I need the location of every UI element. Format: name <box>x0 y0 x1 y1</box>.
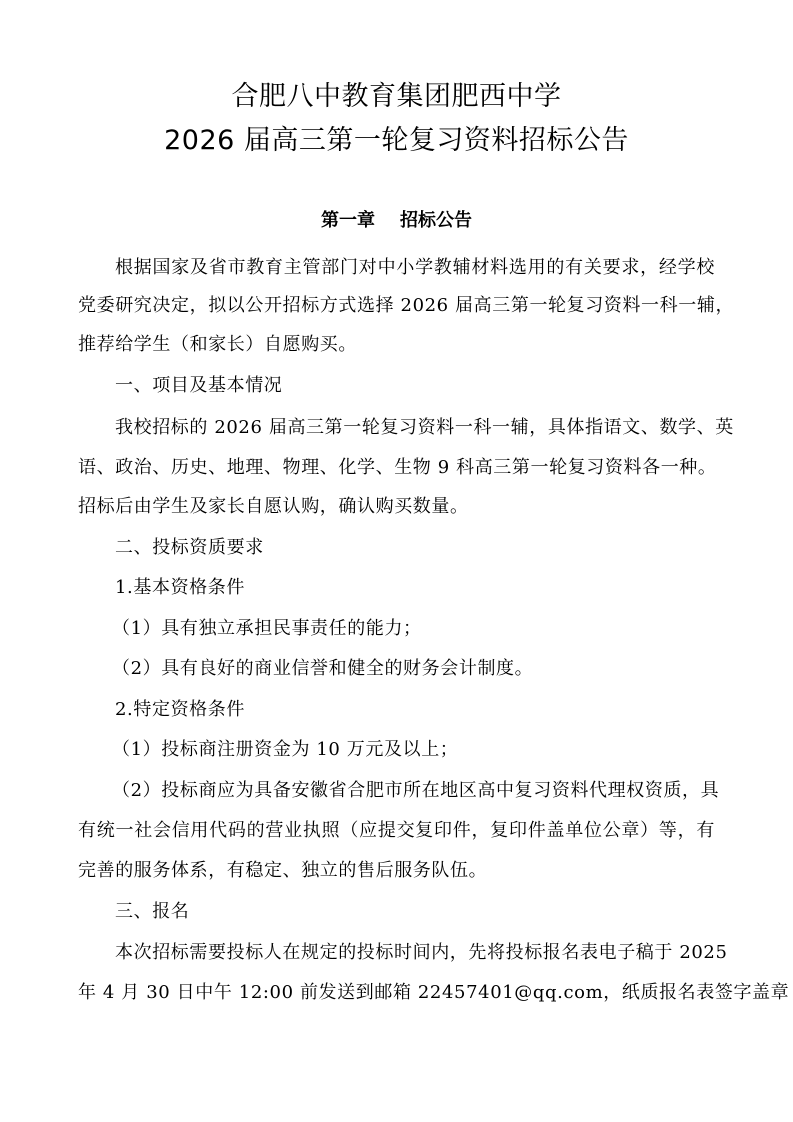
special-qualification-heading: 2.特定资格条件 <box>115 699 245 720</box>
document-title-line-1: 合肥八中教育集团肥西中学 <box>231 81 562 112</box>
section-1-heading: 一、项目及基本情况 <box>115 375 283 396</box>
special-item-2-line-2: 有统一社会信用代码的营业执照（应提交复印件，复印件盖单位公章）等，有 <box>78 820 715 841</box>
section-1-line-1: 我校招标的 2026 届高三第一轮复习资料一科一辅，具体指语文、数学、英 <box>115 417 734 438</box>
section-3-line-2: 年 4 月 30 日中午 12:00 前发送到邮箱 22457401@qq.com，纸质报名表签字盖章 <box>78 982 790 1003</box>
special-item-1: （1）投标商注册资金为 10 万元及以上； <box>112 739 459 760</box>
basic-item-2: （2）具有良好的商业信誉和健全的财务会计制度。 <box>112 658 534 679</box>
intro-line-3: 推荐给学生（和家长）自愿购买。 <box>78 334 357 355</box>
section-3-heading: 三、报名 <box>115 901 190 922</box>
intro-line-1: 根据国家及省市教育主管部门对中小学教辅材料选用的有关要求，经学校 <box>115 257 715 278</box>
intro-line-2: 党委研究决定，拟以公开招标方式选择 2026 届高三第一轮复习资料一科一辅， <box>78 295 735 316</box>
special-item-2-line-3: 完善的服务体系，有稳定、独立的售后服务队伍。 <box>78 860 488 881</box>
section-2-heading: 二、投标资质要求 <box>115 537 264 558</box>
chapter-heading: 第一章 招标公告 <box>320 210 473 231</box>
basic-item-1: （1）具有独立承担民事责任的能力； <box>112 618 422 639</box>
special-item-2-line-1: （2）投标商应为具备安徽省合肥市所在地区高中复习资料代理权资质，具 <box>112 780 720 801</box>
basic-qualification-heading: 1.基本资格条件 <box>115 577 245 598</box>
section-3-line-1: 本次招标需要投标人在规定的投标时间内，先将投标报名表电子稿于 2025 <box>115 942 728 963</box>
document-title-line-2: 2026 届高三第一轮复习资料招标公告 <box>164 125 629 156</box>
section-1-line-2: 语、政治、历史、地理、物理、化学、生物 9 科高三第一轮复习资料各一种。 <box>78 457 717 478</box>
section-1-line-3: 招标后由学生及家长自愿认购，确认购买数量。 <box>78 496 469 517</box>
